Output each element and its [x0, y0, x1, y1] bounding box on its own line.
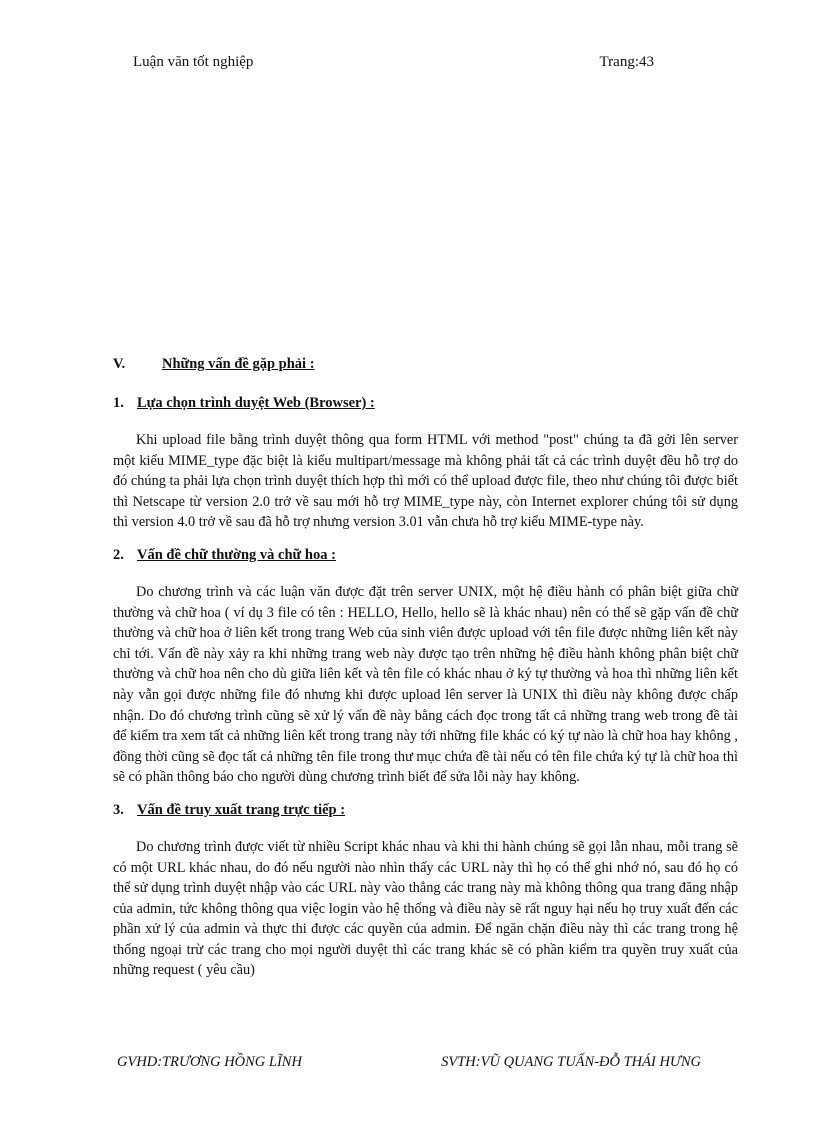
paragraph-case-sensitivity: Do chương trình và các luận văn được đặt trên server UNIX, một hệ điều hành có phân biệt giữa chữ thường và chữ hoa ( ví dụ 3 file có tên : HELLO, Hello, hello sẽ là khác nhau) nên có thể sẽ gặp vấn đề chữ thường và chữ hoa ở liên kết trong trang Web của sinh viên được upload với tên file được những liên kết này chỉ tới. Vấn đề này xảy ra khi những trang web này được tạo trên những hệ điều hành không phân biệt chữ thường và chữ hoa nên cho dù giữa liên kết và tên file có khác nhau ở ký tự thường và hoa thì những liên kết này vẫn gọi được những file đó nhưng khi được upload lên server là UNIX thì điều này không được chấp nhận. Do đó chương trình cũng sẽ xử lý vấn đề này bằng cách đọc trong tất cả những trang web trong đề tài để kiểm tra xem tất cả những liên kết trong trang này tới những file khác có ký tự nào là chữ hoa hay không , đồng thời cũng sẽ đọc tất cả những tên file trong thư mục chứa đề tài nếu có tên file chứa ký tự là chữ hoa thì sẽ có phần thông báo cho người dùng chương trình biết để sửa lỗi này hay không. — [113, 583, 738, 786]
subsection-heading-1 — [113, 395, 738, 415]
footer-students: SVTH:VŨ QUANG TUẤN-ĐỖ THÁI HƯNG — [441, 1054, 701, 1070]
paragraph-browser: Khi upload file bằng trình duyệt thông qua form HTML với method "post" chúng ta đã gởi lên server một kiểu MIME_type đặc biệt là kiểu multipart/message mà không phải tất cả các trình duyệt đều hỗ trợ do đó chúng ta phải lựa chọn trình duyệt thích hợp thì mới có thể upload được file, theo như chúng tôi được biết thì Netscape từ version 2.0 trở về sau mới hỗ trợ MIME_type này, còn Internet explorer chúng tôi sử dụng thì version 4.0 trở về sau đã hỗ trợ nhưng version 3.01 vẫn chưa hỗ trợ kiểu MIME-type này. — [113, 432, 738, 531]
page-footer — [117, 1054, 703, 1071]
section-number: V. — [113, 356, 126, 372]
footer-supervisor: GVHD:TRƯƠNG HỒNG LĨNH — [117, 1054, 302, 1070]
page-header — [133, 54, 654, 74]
subsection-title: Vấn đề truy xuất trang trực tiếp : — [137, 801, 346, 818]
subsection-heading-2 — [113, 547, 738, 567]
section-heading — [113, 356, 738, 376]
header-document-title: Luận văn tốt nghiệp — [133, 54, 254, 70]
page-content — [113, 356, 738, 981]
subsection-number: 3. — [113, 801, 124, 818]
subsection-number: 2. — [113, 546, 124, 563]
subsection-number: 1. — [113, 395, 124, 411]
subsection-heading-3 — [113, 802, 738, 822]
subsection-title: Lựa chọn trình duyệt Web (Browser) : — [137, 395, 375, 411]
section-title: Những vấn đề gặp phải : — [162, 356, 315, 372]
header-page-number: Trang:43 — [599, 54, 654, 70]
paragraph-direct-access: Do chương trình được viết từ nhiều Script khác nhau và khi thi hành chúng sẽ gọi lẫn nhau, mỗi trang sẽ có một URL khác nhau, do đó nếu người nào nhìn thấy các URL này thì họ có thể ghi nhớ nó, sau đó họ có thể sử dụng trình duyệt nhập vào các URL này vào thẳng các trang này mà không thông qua trang đăng nhập của admin, tức không thông qua việc login vào hệ thống và điều này sẽ rất nguy hại nếu họ truy xuất đến các phần xử lý của admin và thực thi được các quyền của admin. Để ngăn chặn điều này thì các trang trong hệ thống ngoại trừ các trang cho mọi người duyệt thì các trang khác sẽ có phần kiểm tra quyền truy xuất của những request ( yêu cầu) — [113, 838, 738, 979]
subsection-title: Vấn đề chữ thường và chữ hoa : — [137, 546, 336, 563]
